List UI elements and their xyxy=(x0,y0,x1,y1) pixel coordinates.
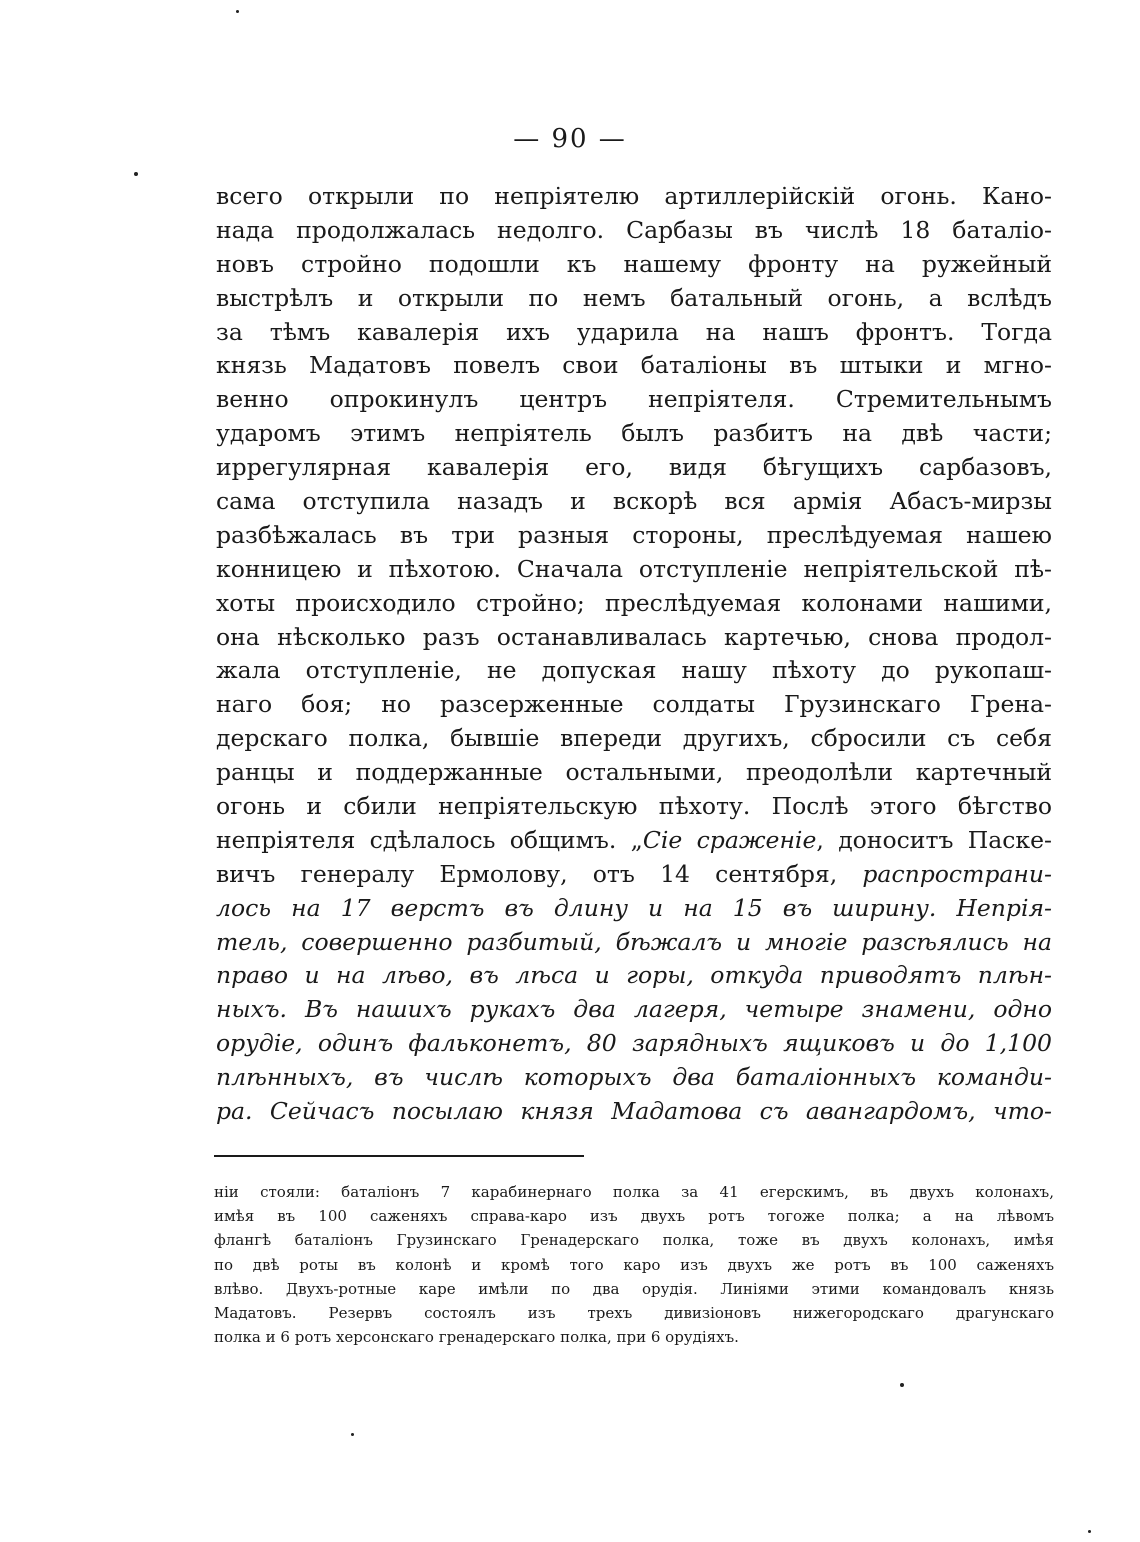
text-line: она нѣсколько разъ останавливалась картечью, снова продол- xyxy=(216,622,1052,651)
text-line: разбѣжалась въ три разныя стороны, преслѣдуемая нашею xyxy=(216,520,1052,549)
text-line: сама отступила назадъ и вскорѣ вся армія Абасъ-мирзы xyxy=(216,487,1052,516)
footnote-line: флангѣ баталіонъ Грузинскаго Гренадерскаго полка, тоже въ двухъ колонахъ, имѣя xyxy=(214,1231,1054,1250)
text-line: конницею и пѣхотою. Сначала отступленіе непріятельской пѣ- xyxy=(216,554,1052,583)
quote-line: тель, совершенно разбитый, бѣжалъ и многіе разсѣялись на xyxy=(216,927,1052,956)
text-line: князь Мадатовъ повелъ свои баталіоны въ штыки и мгно- xyxy=(216,351,1052,380)
text-line: выстрѣлъ и открыли по немъ батальный огонь, а вслѣдъ xyxy=(216,283,1052,312)
page-number: — 90 — xyxy=(513,124,627,154)
quote-line: ныхъ. Въ нашихъ рукахъ два лагеря, четыре знамени, одно xyxy=(216,995,1052,1024)
text-line: новъ стройно подошли къ нашему фронту на ружейный xyxy=(216,249,1052,278)
text-line: наго боя; но разсерженные солдаты Грузинскаго Грена- xyxy=(216,690,1052,719)
text-line: всего открыли по непріятелю артиллерійскій огонь. Кано- xyxy=(216,182,1052,210)
quote-line: право и на лѣво, въ лѣса и горы, откуда приводятъ плѣн- xyxy=(216,961,1052,990)
footnote-line: полка и 6 ротъ херсонскаго гренадерскаго полка, при 6 орудіяхъ. xyxy=(214,1328,739,1347)
quote-italic: распространи- xyxy=(862,859,1052,888)
scan-speck xyxy=(1088,1530,1091,1533)
text-line: венно опрокинулъ центръ непріятеля. Стремительнымъ xyxy=(216,385,1052,414)
text-line-mixed xyxy=(216,858,1052,892)
text-line: за тѣмъ кавалерія ихъ ударила на нашъ фронтъ. Тогда xyxy=(216,317,1052,346)
scan-speck xyxy=(236,10,239,13)
text-line: жала отступленіе, не допуская нашу пѣхоту до рукопаш- xyxy=(216,656,1052,685)
scan-speck xyxy=(900,1383,904,1387)
text-line: ранцы и поддержанные остальными, преодолѣли картечный xyxy=(216,758,1052,787)
text-line: ударомъ этимъ непріятель былъ разбитъ на двѣ части; xyxy=(216,419,1052,448)
text-segment: , доноситъ Паске- xyxy=(816,825,1052,854)
text-segment: вичъ генералу Ермолову, отъ 14 сентября, xyxy=(216,859,863,888)
quote-line: ра. Сейчасъ посылаю князя Мадатова съ авангардомъ, что- xyxy=(216,1097,1052,1126)
footnote-line: влѣво. Двухъ-ротные каре имѣли по два орудія. Линіями этими командовалъ князь xyxy=(214,1279,1054,1298)
scan-speck xyxy=(134,172,138,176)
text-line: иррегулярная кавалерія его, видя бѣгущихъ сарбазовъ, xyxy=(216,453,1052,482)
main-text xyxy=(216,180,1052,1129)
text-segment: непріятеля сдѣлалось общимъ. „ xyxy=(216,825,643,854)
footnote-line: Мадатовъ. Резервъ состоялъ изъ трехъ дивизіоновъ нижегородскаго драгунскаго xyxy=(214,1303,1054,1322)
footnote-rule xyxy=(214,1155,584,1157)
footnote xyxy=(214,1180,1054,1349)
text-line: дерскаго полка, бывшіе впереди другихъ, сбросили съ себя xyxy=(216,724,1052,753)
text-line-mixed xyxy=(216,824,1052,858)
text-line: нада продолжалась недолго. Сарбазы въ числѣ 18 баталіо- xyxy=(216,215,1052,244)
quote-line: плѣнныхъ, въ числѣ которыхъ два баталіонныхъ команди- xyxy=(216,1063,1052,1092)
quote-line: орудіе, одинъ фальконетъ, 80 зарядныхъ ящиковъ и до 1,100 xyxy=(216,1029,1052,1058)
footnote-line: имѣя въ 100 саженяхъ справа-каро изъ двухъ ротъ тогоже полка; а на лѣвомъ xyxy=(214,1207,1054,1226)
scan-speck xyxy=(351,1433,354,1436)
quote-line: лось на 17 верстъ въ длину и на 15 въ ширину. Непрія- xyxy=(216,893,1052,922)
text-line: огонь и сбили непріятельскую пѣхоту. Послѣ этого бѣгство xyxy=(216,792,1052,821)
text-line: хоты происходило стройно; преслѣдуемая колонами нашими, xyxy=(216,588,1052,617)
footnote-line: по двѣ роты въ колонѣ и кромѣ того каро изъ двухъ же ротъ въ 100 саженяхъ xyxy=(214,1255,1054,1274)
quote-title-italic: Сіе сраженіе xyxy=(642,825,817,854)
footnote-line: ніи стояли: баталіонъ 7 карабинернаго полка за 41 егерскимъ, въ двухъ колонахъ, xyxy=(214,1183,1054,1201)
